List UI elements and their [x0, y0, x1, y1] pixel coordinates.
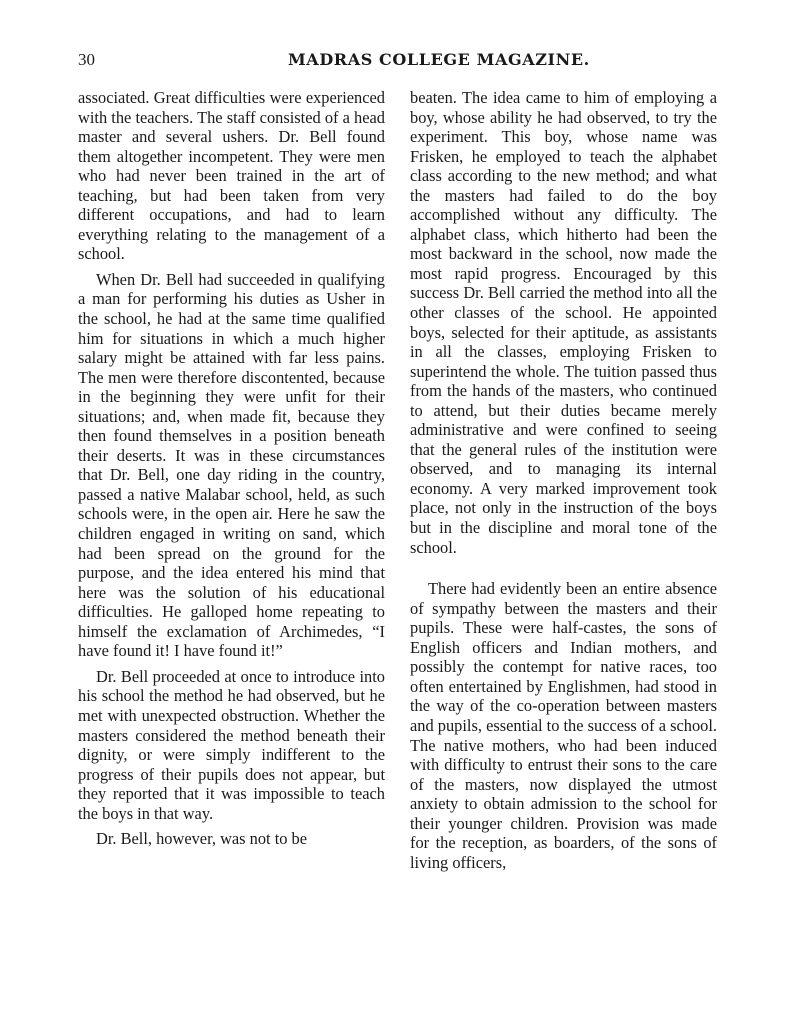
paragraph: There had evidently been an entire absence of sympathy between the masters and their pupils. These were half-castes, the sons of English officers and Indian mothers, and possibly the contempt for native races, too often entertained by Englishmen, had stood in the way of the co-operation between masters and pupils, essential to the success of a school. The native mothers, who had been induced with difficulty to entrust their sons to the care of the masters, now displayed the utmost anxiety to obtain admission to the school for their younger children. Provision was made for the reception, as boarders, of the sons of living officers, — [410, 579, 717, 872]
running-title: MADRAS COLLEGE MAGAZINE. — [288, 50, 590, 69]
paragraph: Dr. Bell proceeded at once to introduce into his school the method he had observed, but he met with unexpected obstruction. Whether the masters considered the method beneath their dignity, or were simply indifferent to the progress of their pupils does not appear, but they reported that it was impossible to teach the boys in that way. — [78, 666, 385, 823]
paragraph: associated. Great difficulties were experienced with the teachers. The staff consisted of a head master and several ushers. Dr. Bell found them altogether incompetent. They were men who had never been trained in the art of teaching, but had been taken from very different occupations, and had to learn everything relating to the management of a school. — [78, 88, 385, 264]
right-column — [410, 88, 717, 872]
paragraph: beaten. The idea came to him of employing a boy, whose ability he had observed, to try the experiment. This boy, whose name was Frisken, he employed to teach the alphabet class according to the new method; and what the masters had failed to do the boy accomplished without any difficulty. The alphabet class, which hitherto had been the most backward in the school, now made the most rapid progress. Encouraged by this success Dr. Bell carried the method into all the other classes of the school. He appointed boys, selected for their aptitude, as assistants in all the classes, employing Frisken to superintend the whole. The tuition passed thus from the hands of the masters, who continued to attend, but their duties became merely administrative and were confined to seeing that the general rules of the institution were observed, and to managing its internal economy. A very marked improvement took place, not only in the instruction of the boys but in the discipline and moral tone of the school. — [410, 88, 717, 557]
page-number: 30 — [78, 50, 95, 69]
left-column — [78, 88, 385, 849]
page-header — [78, 50, 718, 76]
paragraph: Dr. Bell, however, was not to be — [96, 829, 308, 849]
paragraph: When Dr. Bell had succeeded in qualifying a man for performing his duties as Usher in the school, he had at the same time qualified him for situations in which a much higher salary might be attained with far less pains. The men were therefore discontented, because in the beginning they were unfit for their situations; and, when made fit, because they then found themselves in a position beneath their deserts. It was in these circumstances that Dr. Bell, one day riding in the country, passed a native Malabar school, held, as such schools were, in the open air. Here he saw the children engaged in writing on sand, which had been spread on the ground for the purpose, and the idea entered his mind that here was the solution of his educational difficulties. He galloped home repeating to himself the exclamation of Archimedes, “I have found it! I have found it!” — [78, 269, 385, 661]
